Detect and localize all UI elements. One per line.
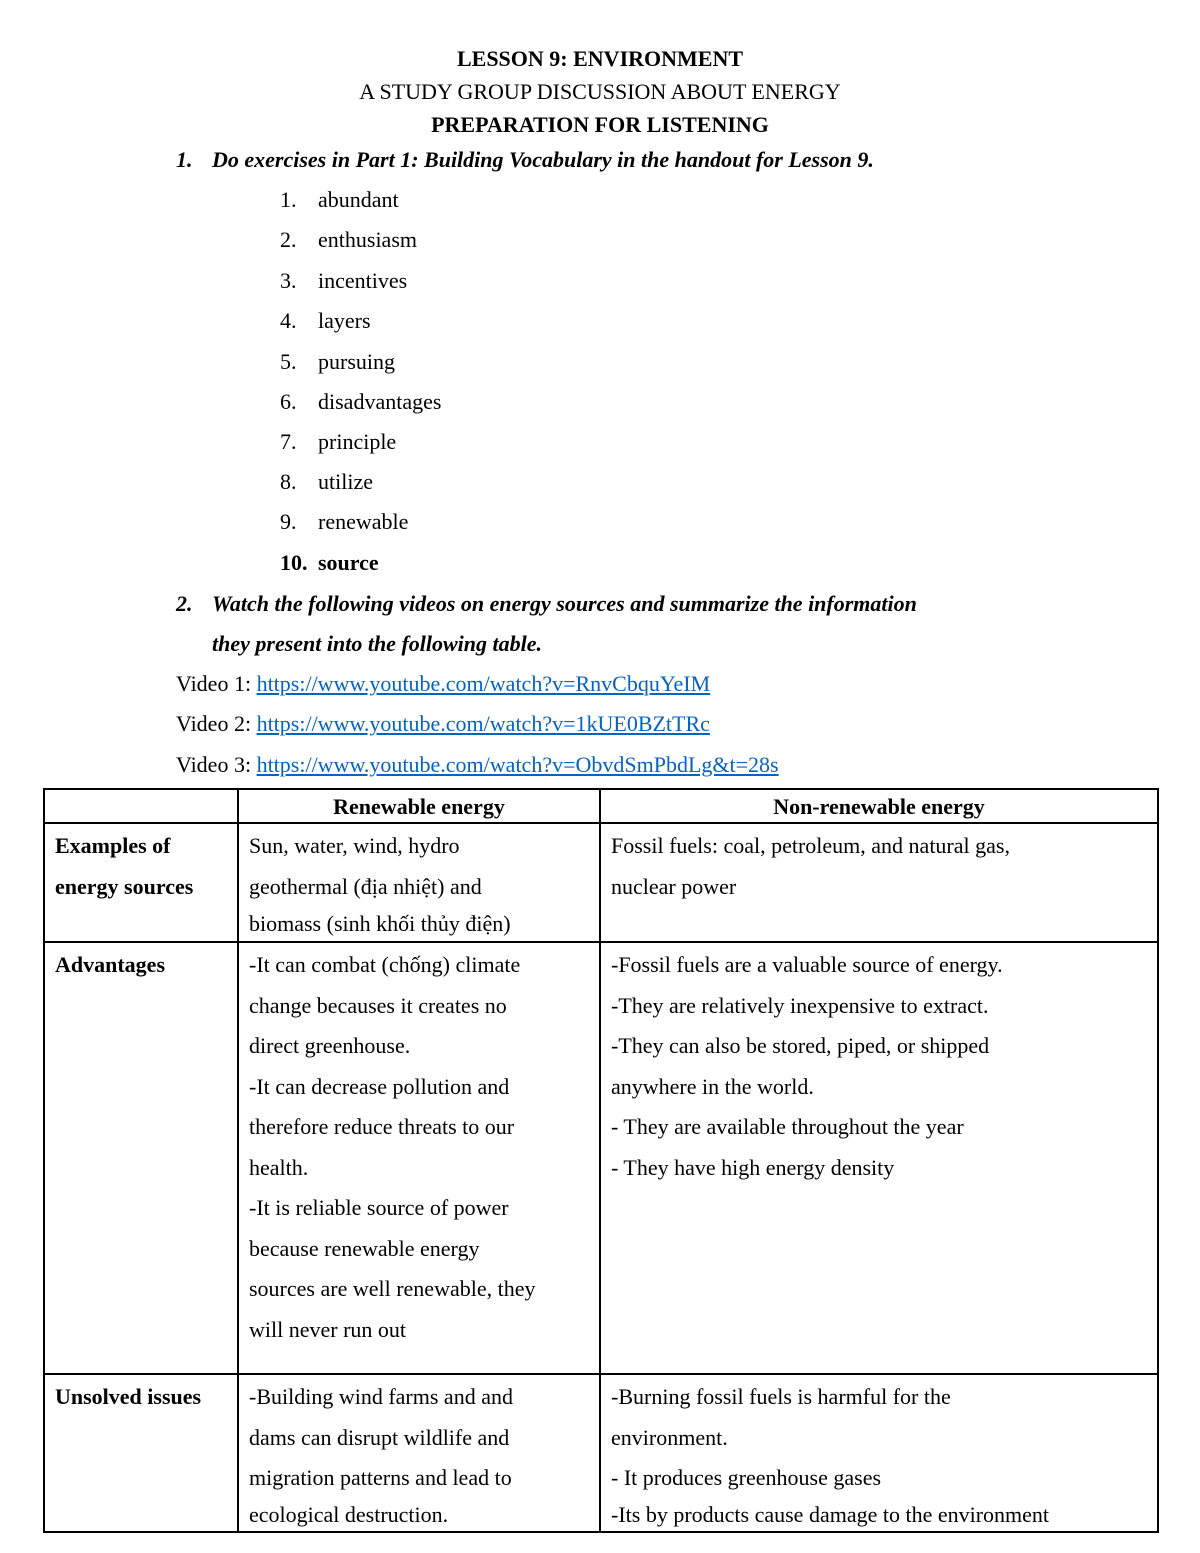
vocab-item [280, 508, 408, 536]
row-label-advantages [44, 942, 238, 1374]
cell-line: - They have high energy density [611, 1154, 895, 1180]
vocab-word: abundant [318, 187, 399, 212]
vocab-item [280, 428, 396, 456]
table-header-row [44, 789, 1158, 823]
vocab-number: 3. [280, 268, 297, 293]
vocab-word: layers [318, 308, 371, 333]
cell-nonrenewable-issues [600, 1374, 1158, 1532]
cell-line: -Fossil fuels are a valuable source of energy. [611, 952, 1003, 977]
video-1-label: Video 1: [176, 671, 257, 696]
vocab-word: renewable [318, 509, 409, 534]
section-heading: PREPARATION FOR LISTENING [431, 112, 769, 137]
vocab-number: 1. [280, 187, 297, 212]
cell-renewable-examples [238, 823, 600, 942]
vocab-item [280, 186, 399, 214]
cell-line: Sun, water, wind, hydro [249, 833, 460, 858]
cell-line: change becauses it creates no [249, 992, 507, 1018]
vocab-number: 4. [280, 308, 297, 333]
video-1-link[interactable]: https://www.youtube.com/watch?v=RnvCbquYeIM [256, 671, 711, 696]
question-1-number: 1. [176, 147, 193, 172]
lesson-title: LESSON 9: ENVIRONMENT [456, 46, 744, 71]
vocab-item [280, 348, 395, 376]
vocab-item [280, 307, 371, 335]
cell-line: - They are available throughout the year [611, 1114, 964, 1139]
header-nonrenewable: Non-renewable energy [600, 789, 1158, 823]
cell-line: -Burning fossil fuels is harmful for the [611, 1384, 951, 1409]
cell-line: will never run out [249, 1316, 407, 1342]
row-label-examples [44, 823, 238, 942]
vocab-number: 10. [280, 550, 308, 575]
energy-comparison-table [43, 788, 1159, 1533]
cell-line: biomass (sinh khối thủy điện) [249, 911, 511, 936]
vocab-word: pursuing [318, 349, 395, 374]
cell-line: sources are well renewable, they [249, 1276, 536, 1301]
table-row-unsolved-issues [44, 1374, 1158, 1532]
lesson-subtitle: A STUDY GROUP DISCUSSION ABOUT ENERGY [359, 79, 841, 104]
cell-line: geothermal (địa nhiệt) and [249, 873, 482, 899]
cell-renewable-issues [238, 1374, 600, 1532]
question-1 [176, 146, 874, 174]
question-2-number: 2. [176, 591, 193, 616]
question-2 [176, 590, 917, 618]
cell-line: -They are relatively inexpensive to extract. [611, 992, 989, 1018]
cell-line: Advantages [55, 952, 166, 977]
vocab-word: source [318, 550, 379, 575]
vocab-item [280, 549, 379, 577]
cell-line: environment. [611, 1424, 728, 1450]
vocab-number: 8. [280, 469, 297, 494]
cell-nonrenewable-examples [600, 823, 1158, 942]
video-3-link[interactable]: https://www.youtube.com/watch?v=ObvdSmPbdLg&t=28s [256, 752, 779, 777]
vocab-word: incentives [318, 268, 408, 293]
cell-line: direct greenhouse. [249, 1033, 411, 1058]
video-3-line [176, 751, 779, 779]
video-3-label: Video 3: [176, 752, 257, 777]
vocab-word: utilize [318, 469, 373, 494]
video-2-link[interactable]: https://www.youtube.com/watch?v=1kUE0BZtTRc [256, 711, 710, 736]
vocab-item [280, 267, 407, 295]
vocab-number: 6. [280, 389, 297, 414]
cell-line: therefore reduce threats to our [249, 1114, 515, 1139]
question-2-text-line2: they present into the following table. [212, 631, 543, 656]
vocab-number: 2. [280, 227, 297, 252]
cell-line: -They can also be stored, piped, or shipped [611, 1033, 990, 1058]
table-row-examples [44, 823, 1158, 942]
vocab-item [280, 468, 373, 496]
cell-renewable-advantages [238, 942, 600, 1374]
vocab-number: 9. [280, 509, 297, 534]
row-label-unsolved-issues [44, 1374, 238, 1532]
question-1-text: Do exercises in Part 1: Building Vocabulary in the handout for Lesson 9. [212, 147, 874, 172]
video-2-line [176, 710, 710, 738]
vocab-item [280, 388, 441, 416]
cell-line: Fossil fuels: coal, petroleum, and natural gas, [611, 833, 1010, 858]
cell-line: Unsolved issues [55, 1384, 202, 1409]
cell-line: migration patterns and lead to [249, 1465, 512, 1490]
cell-nonrenewable-advantages [600, 942, 1158, 1374]
vocab-word: disadvantages [318, 389, 442, 414]
cell-line: -Building wind farms and and [249, 1384, 513, 1409]
cell-line: health. [249, 1154, 309, 1180]
cell-line: -Its by products cause damage to the environment [611, 1501, 1050, 1527]
cell-line: dams can disrupt wildlife and [249, 1424, 510, 1450]
cell-line: -It can decrease pollution and [249, 1073, 510, 1099]
video-2-label: Video 2: [176, 711, 257, 736]
cell-line: -It can combat (chống) climate [249, 952, 521, 977]
table-row-advantages [44, 942, 1158, 1374]
header-renewable: Renewable energy [238, 789, 600, 823]
vocab-number: 7. [280, 429, 297, 454]
vocab-word: principle [318, 429, 397, 454]
vocab-word: enthusiasm [318, 227, 417, 252]
cell-line: anywhere in the world. [611, 1073, 814, 1099]
header-empty-cell [44, 789, 238, 823]
cell-line: ecological destruction. [249, 1501, 449, 1527]
cell-line: -It is reliable source of power [249, 1195, 509, 1220]
cell-line: - It produces greenhouse gases [611, 1465, 882, 1490]
cell-line: Examples of [55, 833, 171, 858]
cell-line: because renewable energy [249, 1235, 480, 1261]
video-1-line [176, 670, 710, 698]
vocab-number: 5. [280, 349, 297, 374]
question-2-text-line1: Watch the following videos on energy sources and summarize the information [212, 591, 917, 616]
vocab-item [280, 226, 417, 254]
cell-line: nuclear power [611, 873, 737, 899]
cell-line: energy sources [55, 873, 194, 899]
